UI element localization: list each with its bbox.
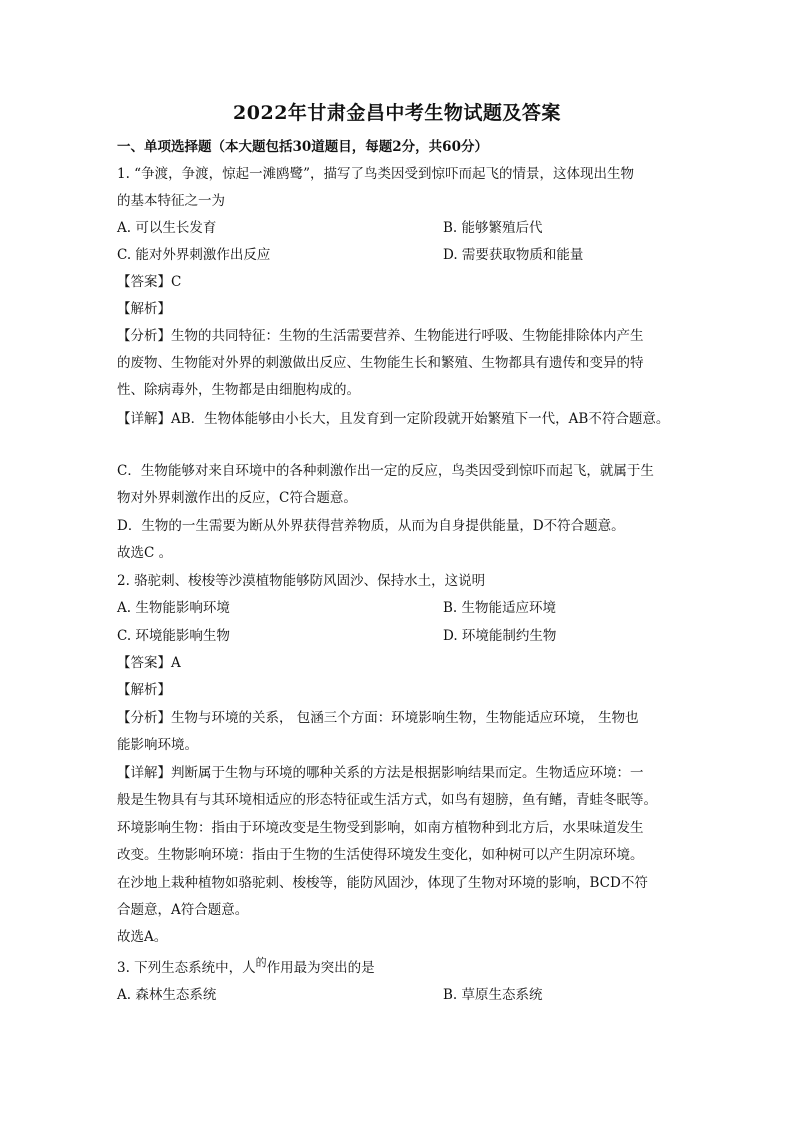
q1-stem-line-2: 的基本特征之一为 [117,193,225,209]
q1-analysis-label: 【解析】 [117,301,171,317]
q2-fenxi-line-1: 【分析】生物与环境的关系， 包涵三个方面：环境影响生物，生物能适应环境， 生物也 [117,710,639,726]
q2-conclusion: 故选A。 [117,929,168,945]
q1-fenxi-line-2: 的废物、生物能对外界的刺激做出反应、生物能生长和繁殖、生物都具有遗传和变异的特 [117,355,644,371]
q1-xiangjie-line-2: C．生物能够对来自环境中的各种刺激作出一定的反应，鸟类因受到惊吓而起飞，就属于生 [117,463,654,479]
q2-option-c: C. 环境能影响生物 [117,628,230,644]
q1-option-c: C. 能对外界刺激作出反应 [117,247,271,263]
page-title: 2022年甘肃金昌中考生物试题及答案 [233,102,561,124]
q1-xiangjie-line-3: 物对外界刺激作出的反应，C符合题意。 [117,490,357,506]
q2-xiangjie-line-3: 环境影响生物：指由于环境改变是生物受到影响，如南方植物种到北方后，水果味道发生 [117,820,644,836]
q2-option-b: B. 生物能适应环境 [443,600,557,616]
q2-option-a: A. 生物能影响环境 [117,600,230,616]
q2-option-d: D. 环境能制约生物 [443,628,557,644]
q2-xiangjie-line-5: 在沙地上栽种植物如骆驼刺、梭梭等，能防风固沙，体现了生物对环境的影响，BCD不符 [117,875,648,891]
section-heading: 一、单项选择题（本大题包括30道题目，每题2分，共60分） [117,139,488,155]
q1-answer: 【答案】C [117,274,182,290]
q1-xiangjie-line-1: 【详解】AB．生物体能够由小长大，且发育到一定阶段就开始繁殖下一代，AB不符合题意。 [117,411,670,427]
q3-stem-sup: 的 [255,956,267,969]
q2-fenxi-line-2: 能影响环境。 [117,737,198,753]
q2-answer: 【答案】A [117,655,181,671]
q1-option-d: D. 需要获取物质和能量 [443,247,584,263]
q1-option-a: A. 可以生长发育 [117,220,217,236]
q3-option-a: A. 森林生态系统 [117,987,217,1003]
q1-fenxi-line-1: 【分析】生物的共同特征：生物的生活需要营养、生物能进行呼吸、生物能排除体内产生 [117,328,644,344]
q1-xiangjie-line-4: D．生物的一生需要为断从外界获得营养物质，从而为自身提供能量，D不符合题意。 [117,518,625,534]
q1-option-b: B. 能够繁殖后代 [443,220,543,236]
q2-analysis-label: 【解析】 [117,682,171,698]
q2-xiangjie-line-4: 改变。生物影响环境：指由于生物的生活使得环境发生变化，如种树可以产生阴凉环境。 [117,847,644,863]
q1-fenxi-line-3: 性、除病毒外，生物都是由细胞构成的。 [117,382,360,398]
q2-xiangjie-line-6: 合题意，A符合题意。 [117,902,249,918]
q3-option-b: B. 草原生态系统 [443,987,543,1003]
q2-xiangjie-line-1: 【详解】判断属于生物与环境的哪种关系的方法是根据影响结果而定。生物适应环境：一 [117,765,644,781]
q3-stem-after: 作用最为突出的是 [266,960,375,976]
q2-stem: 2. 骆驼刺、梭梭等沙漠植物能够防风固沙、保持水土，这说明 [117,573,486,589]
q1-conclusion: 故选C 。 [117,545,173,561]
q3-stem [117,958,375,979]
q2-xiangjie-line-2: 般是生物具有与其环境相适应的形态特征或生活方式，如鸟有翅膀，鱼有鳍，青蛙冬眠等。 [117,792,657,808]
q3-stem-before: 3. 下列生态系统中，人 [117,960,256,976]
q1-stem-line-1: 1. “争渡，争渡，惊起一滩鸥鹭”，描写了鸟类因受到惊吓而起飞的情景，这体现出生物 [117,166,634,182]
